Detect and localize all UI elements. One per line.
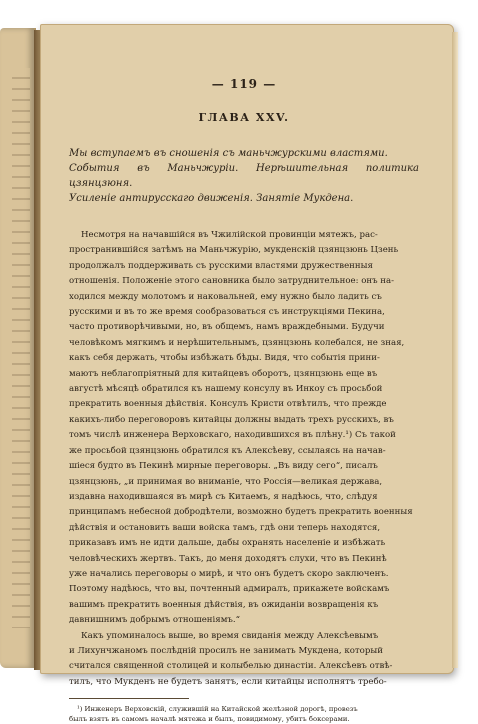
body-line: тилъ, что Мукденъ не будетъ занятъ, если китайцы исполнятъ требо- — [69, 676, 387, 687]
body-line: цзянцзюнь, „и принимая во вниманіе, что Россія—великая держава, — [69, 476, 383, 487]
body-line: считался священной столицей и колыбелью династіи. Алексѣевъ отвѣ- — [69, 661, 393, 672]
body-line: шіеся будто въ Пекинѣ мирные переговоры. „Въ виду сего“, писалъ — [69, 461, 378, 472]
footnote-line: былъ взятъ въ самомъ началѣ мятежа и былъ, повидимому, убитъ боксерами. — [69, 715, 350, 724]
body-line: человѣческихъ жертвъ. Такъ, до меня доходятъ слухи, что въ Пекинѣ — [69, 553, 387, 564]
body-line: принципамъ небесной добродѣтели, возможно будетъ прекратить военныя — [69, 507, 413, 518]
subtitle-line: События въ Маньчжуріи. Нерѣшительная политика цзянцзюня. — [69, 163, 419, 189]
body-line: Несмотря на начавшійся въ Чжилійской провинціи мятежъ, рас- — [81, 230, 378, 240]
body-line: отношенія. Положеніе этого сановника было затруднительное: онъ на- — [69, 276, 395, 287]
left-page-text-edge — [12, 68, 30, 628]
chapter-subtitle — [69, 146, 419, 206]
footnote — [69, 704, 419, 724]
body-line: часто противорѣчивыми, но, въ общемъ, намъ враждебными. Будучи — [69, 322, 385, 333]
body-line: вашимъ прекратить военныя дѣйствія, въ ожиданіи возвращенія къ — [69, 599, 379, 610]
body-line: Поэтому надѣюсь, что вы, почтенный адмиралъ, прикажете войскамъ — [69, 584, 390, 595]
subtitle-line: Мы вступаемъ въ сношенія съ маньчжурскими властями. — [69, 148, 388, 159]
body-line: дѣйствія и остановить ваши войска тамъ, гдѣ они теперь находятся, — [69, 522, 381, 533]
left-page — [0, 28, 36, 668]
body-line: уже начались переговоры о мирѣ, и что онъ будетъ скоро заключенъ. — [69, 568, 389, 579]
page-edge — [452, 32, 458, 668]
body-text — [69, 228, 419, 690]
body-line: пространившійся затѣмъ на Маньчжурію, мукденскій цзянцзюнь Цзень — [69, 245, 399, 256]
page-number: — 119 — — [211, 77, 277, 91]
body-line: августѣ мѣсяцѣ обратился къ нашему консулу въ Инкоу съ просьбой — [69, 384, 383, 395]
body-line: издавна находившаяся въ мирѣ съ Китаемъ, я надѣюсь, что, слѣдуя — [69, 491, 378, 502]
subtitle-line: Усиленіе антирусскаго движенія. Занятіе Мукдена. — [69, 193, 354, 204]
body-line: же просьбой цзянцзюнь обратился къ Алексѣеву, ссылаясь на начав- — [69, 445, 386, 456]
body-line: какихъ-либо переговоровъ китайцы должны выдать трехъ русскихъ, въ — [69, 414, 394, 425]
body-line: прекратить военныя дѣйствія. Консулъ Кристи отвѣтилъ, что прежде — [69, 399, 387, 410]
body-line: и Лихунчжаномъ послѣдній просилъ не занимать Мукдена, который — [69, 645, 383, 656]
body-line: томъ числѣ инженера Верховскаго, находившихся въ плѣну.¹) Съ такой — [69, 430, 396, 441]
body-line: ходился между молотомъ и наковальней, ему нужно было ладить съ — [69, 291, 382, 302]
book-page — [40, 24, 454, 724]
body-line: Какъ упоминалось выше, во время свиданія между Алексѣевымъ — [81, 630, 379, 641]
body-line: продолжалъ поддерживать съ русскими властями дружественныя — [69, 260, 373, 271]
body-line: маютъ неблагопріятный для китайцевъ оборотъ, цзянцзюнь еще въ — [69, 368, 378, 379]
body-line: русскими и въ то же время сообразоваться съ инструкціями Пекина, — [69, 307, 385, 318]
footnote-line: ¹) Инженеръ Верховскій, служившій на Китайской желѣзной дорогѣ, провезъ — [77, 705, 358, 714]
body-line: человѣкомъ мягкимъ и нерѣшительнымъ, цзянцзюнь колебался, не зная, — [69, 337, 405, 348]
footnote-rule — [69, 698, 189, 699]
page-content — [69, 77, 419, 724]
chapter-heading: ГЛАВА XXV. — [198, 111, 290, 124]
body-line: какъ себя держать, чтобы избѣжать бѣды. Видя, что событія прини- — [69, 353, 380, 364]
body-line: приказавъ имъ не идти дальше, дабы охранять населеніе и избѣжать — [69, 538, 386, 549]
body-line: давнишнимъ добрымъ отношеніямъ.“ — [69, 615, 240, 626]
